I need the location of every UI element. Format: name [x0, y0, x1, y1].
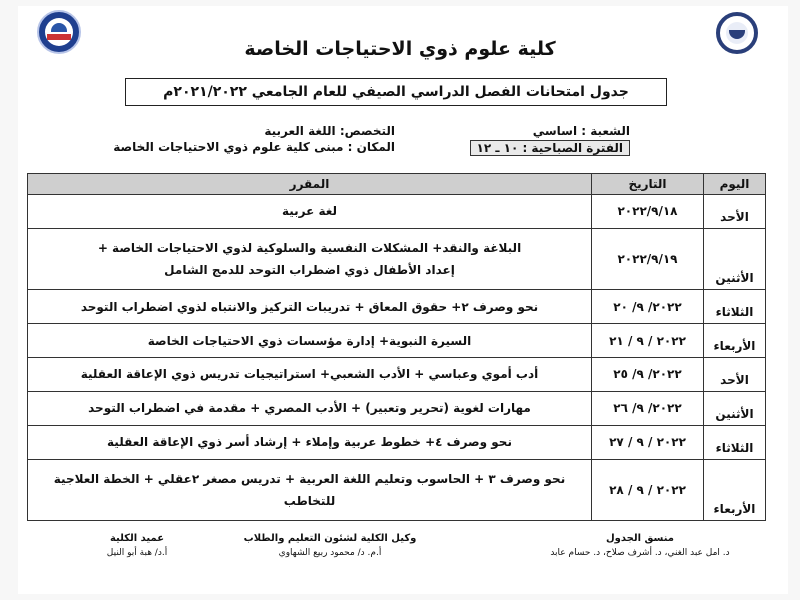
row-date: ٢٠٢٢/ ٩/ ٢٥ — [592, 357, 704, 391]
vice-dean-name: أ.م. د/ محمود ربيع الشهاوي — [278, 548, 382, 558]
footer-coordinator — [530, 532, 750, 560]
row-date: ٢٠٢٢ / ٩ / ٢٨ — [592, 459, 704, 521]
row-date: ٢٠٢٢/ ٩/ ٢٠ — [592, 290, 704, 324]
course-line: نحو وصرف ٤+ خطوط عربية وإملاء + إرشاد أسر ذوي الإعاقة العقلية — [107, 435, 512, 450]
header-course: المقرر — [28, 174, 592, 195]
page-title: كلية علوم ذوي الاحتياجات الخاصة — [244, 38, 556, 60]
row-course — [28, 357, 592, 391]
dean-role: عميد الكلية — [109, 533, 165, 544]
footer-vice-dean — [230, 532, 430, 560]
dean-name: أ.د/ هبة أبو النيل — [106, 548, 168, 558]
row-date: ٢٠٢٢ / ٩ / ٢٧ — [592, 425, 704, 459]
row-date: ٢٠٢٢ / ٩ / ٢١ — [592, 324, 704, 358]
exam-schedule-table — [27, 173, 766, 521]
row-course — [28, 459, 592, 521]
table-row — [28, 357, 766, 391]
row-day: الأربعاء — [704, 459, 766, 521]
header-day: اليوم — [704, 174, 766, 195]
place-label: المكان : مبنى كلية علوم ذوي الاحتياجات الخاصة — [113, 140, 395, 154]
row-course — [28, 324, 592, 358]
row-course — [28, 391, 592, 425]
row-course — [28, 425, 592, 459]
row-day: الأثنين — [704, 228, 766, 289]
row-day: الثلاثاء — [704, 425, 766, 459]
row-date: ٢٠٢٢/ ٩/ ٢٦ — [592, 391, 704, 425]
table-row — [28, 324, 766, 358]
course-line: لغة عربية — [281, 204, 338, 219]
course-line: أدب أموي وعباسي + الأدب الشعبي+ استراتيجيات تدريس ذوي الإعاقة العقلية — [80, 367, 539, 382]
row-date: ٢٠٢٢/٩/١٨ — [592, 195, 704, 229]
footer-dean — [72, 532, 202, 560]
row-day: الأربعاء — [704, 324, 766, 358]
course-line: إعداد الأطفال ذوي اضطراب التوحد للدمج الشامل — [164, 263, 455, 278]
table-row — [28, 391, 766, 425]
specialization-label: التخصص: اللغة العربية — [264, 124, 395, 138]
row-course — [28, 290, 592, 324]
row-day: الأحد — [704, 357, 766, 391]
vice-dean-role: وكيل الكلية لشئون التعليم والطلاب — [243, 533, 417, 544]
table-header-row — [28, 174, 766, 195]
coordinator-role: منسق الجدول — [605, 533, 674, 544]
header-date: التاريخ — [592, 174, 704, 195]
row-date: ٢٠٢٢/٩/١٩ — [592, 228, 704, 289]
course-line: البلاغة والنقد+ المشكلات النفسية والسلوكية لذوي الاحتياجات الخاصة + — [97, 241, 522, 256]
course-line: السيرة النبوية+ إدارة مؤسسات ذوي الاحتياجات الخاصة — [147, 333, 472, 348]
table-row — [28, 195, 766, 229]
division-label: الشعبة : اساسي — [532, 124, 630, 138]
period-label: الفترة الصباحية : ١٠ ـ ١٢ — [470, 140, 631, 156]
row-day: الأحد — [704, 195, 766, 229]
table-row — [28, 290, 766, 324]
coordinator-names: د. امل عبد الغني، د. أشرف صلاح، د. حسام عابد — [550, 548, 730, 558]
schedule-subtitle: جدول امتحانات الفصل الدراسي الصيفي للعام الجامعي ٢٠٢١/٢٠٢٢م — [125, 78, 667, 106]
row-day: الثلاثاء — [704, 290, 766, 324]
course-line: نحو وصرف ٢+ حقوق المعاق + تدريبات التركيز والانتباه لذوي اضطراب التوحد — [80, 299, 539, 314]
table-row — [28, 228, 766, 289]
row-course — [28, 195, 592, 229]
table-row — [28, 459, 766, 521]
course-line: مهارات لغوية (تحرير وتعبير) + الأدب المصري + مقدمة في اضطراب التوحد — [88, 401, 531, 416]
row-course — [28, 228, 592, 289]
table-row — [28, 425, 766, 459]
course-line: نحو وصرف ٣ + الحاسوب وتعليم اللغة العربية + تدريس مصغر ٢عقلي + الخطة العلاجية للتخاطب — [53, 471, 566, 508]
row-day: الأثنين — [704, 391, 766, 425]
